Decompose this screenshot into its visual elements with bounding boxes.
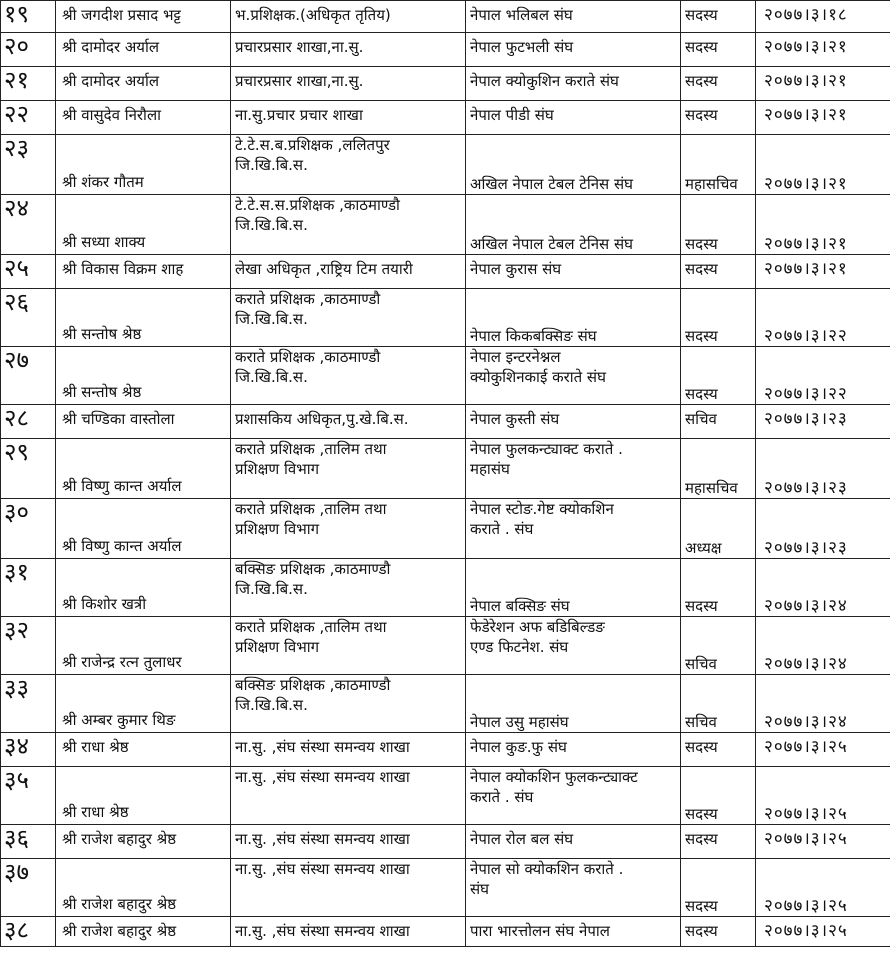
office-cell xyxy=(231,733,466,767)
position-cell xyxy=(681,195,756,255)
organization-line: क्योकुशिनकाई कराते संघ xyxy=(470,368,606,386)
office-line: प्रशिक्षण विभाग xyxy=(235,460,320,478)
organization-line: नेपाल इन्टरनेश्नल xyxy=(470,348,561,366)
table-row xyxy=(1,347,890,405)
date-cell xyxy=(756,825,890,859)
date: २०७७।३।२१ xyxy=(764,234,848,254)
serial-number: २४ xyxy=(4,194,29,222)
member-name: श्री जगदीश प्रसाद भट्ट xyxy=(62,6,181,24)
serial-number: ३६ xyxy=(4,824,29,852)
position-cell xyxy=(681,859,756,917)
office-line: बक्सिङ प्रशिक्षक ,काठमाण्डौ xyxy=(235,676,391,694)
serial-number: २१ xyxy=(4,66,29,94)
position-cell xyxy=(681,289,756,347)
office-line: जि.खि.बि.स. xyxy=(235,156,308,174)
member-name: श्री दामोदर अर्याल xyxy=(62,72,160,90)
organization-cell xyxy=(466,859,681,917)
position: सदस्य xyxy=(685,235,718,253)
office-cell xyxy=(231,405,466,439)
name-cell xyxy=(56,675,231,733)
organization-cell xyxy=(466,439,681,499)
member-name: श्री राजेश बहादुर श्रेष्ठ xyxy=(62,830,177,848)
name-cell xyxy=(56,289,231,347)
organization-line: नेपाल किकबक्सिङ संघ xyxy=(470,327,597,345)
organization-cell xyxy=(466,559,681,617)
members-table-body xyxy=(1,1,890,947)
office-cell xyxy=(231,101,466,135)
date-cell xyxy=(756,559,890,617)
table-row xyxy=(1,733,890,767)
organization-line: महासंघ xyxy=(470,460,510,478)
office-line: कराते प्रशिक्षक ,काठमाण्डौ xyxy=(235,290,381,308)
office-line: कराते प्रशिक्षक ,काठमाण्डौ xyxy=(235,348,381,366)
serial-number: ३२ xyxy=(4,616,29,644)
position-cell xyxy=(681,499,756,559)
serial-number: २५ xyxy=(4,254,29,282)
date-cell xyxy=(756,347,890,405)
serial-number: २२ xyxy=(4,100,29,128)
office-line: प्रचारप्रसार शाखा,ना.सु. xyxy=(235,72,364,90)
office-cell xyxy=(231,617,466,675)
serial-number-cell xyxy=(1,67,56,101)
office-line: ना.सु. ,संघ संस्था समन्वय शाखा xyxy=(235,860,410,878)
organization-cell xyxy=(466,499,681,559)
member-name: श्री राजेन्द्र रत्न तुलाधर xyxy=(62,653,182,671)
position: सचिव xyxy=(685,713,717,731)
date-cell xyxy=(756,1,890,33)
date: २०७७।३।२२ xyxy=(764,326,848,346)
organization-line: कराते . संघ xyxy=(470,788,534,806)
organization-cell xyxy=(466,33,681,67)
date: २०७७।३।२४ xyxy=(764,712,848,732)
organization-line: नेपाल कुस्ती संघ xyxy=(470,410,560,428)
member-name: श्री राजेश बहादुर श्रेष्ठ xyxy=(62,895,177,913)
serial-number-cell xyxy=(1,859,56,917)
position: सदस्य xyxy=(685,738,718,756)
name-cell xyxy=(56,917,231,947)
serial-number-cell xyxy=(1,617,56,675)
position: सचिव xyxy=(685,410,717,428)
position: सचिव xyxy=(685,655,717,673)
organization-line: फेडेरेशन अफ बडिबिल्डङ xyxy=(470,618,605,636)
organization-cell xyxy=(466,255,681,289)
name-cell xyxy=(56,101,231,135)
date: २०७७।३।२३ xyxy=(764,538,848,558)
date-cell xyxy=(756,33,890,67)
date: २०७७।३।२१ xyxy=(764,105,848,125)
position: सदस्य xyxy=(685,597,718,615)
organization-cell xyxy=(466,825,681,859)
member-name: श्री वासुदेव निरौला xyxy=(62,106,161,124)
position: सदस्य xyxy=(685,922,718,940)
table-row xyxy=(1,499,890,559)
office-line: जि.खि.बि.स. xyxy=(235,580,308,598)
serial-number-cell xyxy=(1,733,56,767)
table-row xyxy=(1,617,890,675)
organization-cell xyxy=(466,1,681,33)
position: सदस्य xyxy=(685,897,718,915)
name-cell xyxy=(56,859,231,917)
serial-number-cell xyxy=(1,675,56,733)
organization-cell xyxy=(466,289,681,347)
organization-cell xyxy=(466,195,681,255)
table-row xyxy=(1,559,890,617)
serial-number-cell xyxy=(1,135,56,195)
office-cell xyxy=(231,859,466,917)
table-row xyxy=(1,135,890,195)
table-row xyxy=(1,33,890,67)
date: २०७७।३।२३ xyxy=(764,409,848,429)
serial-number-cell xyxy=(1,767,56,825)
position: सदस्य xyxy=(685,327,718,345)
office-cell xyxy=(231,33,466,67)
table-row xyxy=(1,825,890,859)
serial-number-cell xyxy=(1,289,56,347)
organization-line: नेपाल क्योकुशिन कराते संघ xyxy=(470,72,619,90)
office-line: ना.सु.प्रचार प्रचार शाखा xyxy=(235,106,363,124)
office-cell xyxy=(231,675,466,733)
date-cell xyxy=(756,255,890,289)
name-cell xyxy=(56,347,231,405)
date-cell xyxy=(756,101,890,135)
member-name: श्री सन्तोष श्रेष्ठ xyxy=(62,383,142,401)
organization-line: नेपाल स्टोङ.गेष्ट क्योकशिन xyxy=(470,500,614,518)
serial-number: ३७ xyxy=(4,858,29,886)
member-name: श्री दामोदर अर्याल xyxy=(62,38,160,56)
office-line: जि.खि.बि.स. xyxy=(235,310,308,328)
name-cell xyxy=(56,195,231,255)
organization-line: नेपाल उसु महासंघ xyxy=(470,713,569,731)
office-line: ना.सु. ,संघ संस्था समन्वय शाखा xyxy=(235,922,410,940)
office-line: ना.सु. ,संघ संस्था समन्वय शाखा xyxy=(235,768,410,786)
date-cell xyxy=(756,917,890,947)
serial-number-cell xyxy=(1,1,56,33)
organization-line: नेपाल रोल बल संघ xyxy=(470,830,574,848)
date-cell xyxy=(756,733,890,767)
organization-cell xyxy=(466,733,681,767)
name-cell xyxy=(56,559,231,617)
date-cell xyxy=(756,289,890,347)
date-cell xyxy=(756,195,890,255)
serial-number: ३८ xyxy=(4,916,29,944)
position-cell xyxy=(681,439,756,499)
name-cell xyxy=(56,767,231,825)
date: २०७७।३।२५ xyxy=(764,921,848,941)
name-cell xyxy=(56,405,231,439)
position-cell xyxy=(681,1,756,33)
table-row xyxy=(1,917,890,947)
organization-cell xyxy=(466,405,681,439)
organization-line: नेपाल भलिबल संघ xyxy=(470,6,573,24)
member-name: श्री किशोर खत्री xyxy=(62,595,147,613)
position: सदस्य xyxy=(685,385,718,403)
table-row xyxy=(1,405,890,439)
date: २०७७।३।२१ xyxy=(764,71,848,91)
office-line: ना.सु. ,संघ संस्था समन्वय शाखा xyxy=(235,738,410,756)
serial-number: २६ xyxy=(4,288,29,316)
office-line: टे.टे.स.ब.प्रशिक्षक ,ललितपुर xyxy=(235,136,390,154)
member-name: श्री विष्णु कान्त अर्याल xyxy=(62,537,182,555)
serial-number: ३५ xyxy=(4,766,29,794)
member-name: श्री अम्बर कुमार थिङ xyxy=(62,711,176,729)
member-name: श्री चण्डिका वास्तोला xyxy=(62,410,175,428)
office-cell xyxy=(231,255,466,289)
name-cell xyxy=(56,825,231,859)
organization-line: नेपाल कुरास संघ xyxy=(470,260,562,278)
date: २०७७।३।२५ xyxy=(764,829,848,849)
office-line: बक्सिङ प्रशिक्षक ,काठमाण्डौ xyxy=(235,560,391,578)
serial-number: २३ xyxy=(4,134,29,162)
name-cell xyxy=(56,733,231,767)
date-cell xyxy=(756,67,890,101)
date: २०७७।३।१८ xyxy=(764,5,848,25)
office-line: प्रशिक्षण विभाग xyxy=(235,638,320,656)
office-line: टे.टे.स.स.प्रशिक्षक ,काठमाण्डौ xyxy=(235,196,400,214)
position-cell xyxy=(681,33,756,67)
name-cell xyxy=(56,33,231,67)
office-cell xyxy=(231,559,466,617)
table-row xyxy=(1,859,890,917)
table-row xyxy=(1,439,890,499)
office-cell xyxy=(231,289,466,347)
position: सदस्य xyxy=(685,38,718,56)
name-cell xyxy=(56,67,231,101)
position: सदस्य xyxy=(685,830,718,848)
name-cell xyxy=(56,1,231,33)
office-line: प्रशिक्षण विभाग xyxy=(235,520,320,538)
serial-number: २७ xyxy=(4,346,29,374)
serial-number-cell xyxy=(1,33,56,67)
office-cell xyxy=(231,1,466,33)
office-line: कराते प्रशिक्षक ,तालिम तथा xyxy=(235,440,387,458)
organization-line: नेपाल पीडी संघ xyxy=(470,106,554,124)
date-cell xyxy=(756,499,890,559)
office-cell xyxy=(231,135,466,195)
serial-number-cell xyxy=(1,917,56,947)
date-cell xyxy=(756,859,890,917)
member-name: श्री शंकर गौतम xyxy=(62,173,144,191)
organization-line: कराते . संघ xyxy=(470,520,534,538)
date: २०७७।३।२५ xyxy=(764,896,848,916)
serial-number: ३० xyxy=(4,498,29,526)
position-cell xyxy=(681,767,756,825)
member-name: श्री सध्या शाक्य xyxy=(62,233,146,251)
organization-cell xyxy=(466,767,681,825)
table-row xyxy=(1,101,890,135)
position: महासचिव xyxy=(685,175,738,193)
office-line: लेखा अधिकृत ,राष्ट्रिय टिम तयारी xyxy=(235,260,413,278)
serial-number-cell xyxy=(1,559,56,617)
organization-line: पारा भारत्तोलन संघ नेपाल xyxy=(470,922,610,940)
organization-line: नेपाल कुङ.फु संघ xyxy=(470,738,567,756)
serial-number: २९ xyxy=(4,438,29,466)
serial-number-cell xyxy=(1,499,56,559)
position-cell xyxy=(681,255,756,289)
name-cell xyxy=(56,617,231,675)
position: सदस्य xyxy=(685,106,718,124)
position: सदस्य xyxy=(685,72,718,90)
serial-number: २० xyxy=(4,32,29,60)
office-cell xyxy=(231,917,466,947)
serial-number: २८ xyxy=(4,404,29,432)
date: २०७७।३।२२ xyxy=(764,384,848,404)
office-line: जि.खि.बि.स. xyxy=(235,216,308,234)
organization-cell xyxy=(466,135,681,195)
office-line: कराते प्रशिक्षक ,तालिम तथा xyxy=(235,618,387,636)
office-line: ना.सु. ,संघ संस्था समन्वय शाखा xyxy=(235,830,410,848)
date-cell xyxy=(756,135,890,195)
serial-number-cell xyxy=(1,255,56,289)
date: २०७७।३।२१ xyxy=(764,174,848,194)
member-name: श्री सन्तोष श्रेष्ठ xyxy=(62,325,142,343)
date-cell xyxy=(756,405,890,439)
organization-line: नेपाल फुटभली संघ xyxy=(470,38,574,56)
serial-number: १९ xyxy=(4,0,29,28)
serial-number-cell xyxy=(1,405,56,439)
position: महासचिव xyxy=(685,479,738,497)
position: सदस्य xyxy=(685,6,718,24)
office-line: जि.खि.बि.स. xyxy=(235,368,308,386)
serial-number-cell xyxy=(1,347,56,405)
member-name: श्री राधा श्रेष्ठ xyxy=(62,803,129,821)
organization-cell xyxy=(466,617,681,675)
table-row xyxy=(1,289,890,347)
name-cell xyxy=(56,135,231,195)
position-cell xyxy=(681,733,756,767)
position-cell xyxy=(681,825,756,859)
table-row xyxy=(1,675,890,733)
position-cell xyxy=(681,347,756,405)
position-cell xyxy=(681,617,756,675)
office-line: प्रचारप्रसार शाखा,ना.सु. xyxy=(235,38,364,56)
serial-number: ३१ xyxy=(4,558,29,586)
member-name: श्री राजेश बहादुर श्रेष्ठ xyxy=(62,922,177,940)
organization-cell xyxy=(466,67,681,101)
organization-line: एण्ड फिटनेश. संघ xyxy=(470,638,569,656)
name-cell xyxy=(56,255,231,289)
table-row xyxy=(1,1,890,33)
organization-line: अखिल नेपाल टेबल टेनिस संघ xyxy=(470,235,633,253)
office-line: कराते प्रशिक्षक ,तालिम तथा xyxy=(235,500,387,518)
position: अध्यक्ष xyxy=(685,539,722,557)
organization-cell xyxy=(466,347,681,405)
organization-line: अखिल नेपाल टेबल टेनिस संघ xyxy=(470,175,633,193)
office-cell xyxy=(231,439,466,499)
date-cell xyxy=(756,439,890,499)
date: २०७७।३।२५ xyxy=(764,737,848,757)
position-cell xyxy=(681,917,756,947)
organization-line: नेपाल फुलकन्ट्याक्ट कराते . xyxy=(470,440,623,458)
office-line: जि.खि.बि.स. xyxy=(235,696,308,714)
date-cell xyxy=(756,617,890,675)
office-cell xyxy=(231,195,466,255)
serial-number: ३४ xyxy=(4,732,29,760)
table-row xyxy=(1,195,890,255)
office-line: प्रशासकिय अधिकृत,पु.खे.बि.स. xyxy=(235,410,409,428)
date: २०७७।३।२१ xyxy=(764,259,848,279)
organization-line: नेपाल बक्सिङ संघ xyxy=(470,597,570,615)
position: सदस्य xyxy=(685,805,718,823)
date: २०७७।३।२३ xyxy=(764,478,848,498)
serial-number-cell xyxy=(1,439,56,499)
serial-number-cell xyxy=(1,825,56,859)
table-row xyxy=(1,767,890,825)
organization-line: नेपाल क्योकशिन फुलकन्ट्याक्ट xyxy=(470,768,638,786)
name-cell xyxy=(56,499,231,559)
position-cell xyxy=(681,405,756,439)
office-cell xyxy=(231,67,466,101)
name-cell xyxy=(56,439,231,499)
position: सदस्य xyxy=(685,260,718,278)
date-cell xyxy=(756,767,890,825)
organization-line: संघ xyxy=(470,880,490,898)
serial-number-cell xyxy=(1,195,56,255)
organization-line: नेपाल सो क्योकशिन कराते . xyxy=(470,860,624,878)
office-cell xyxy=(231,347,466,405)
organization-cell xyxy=(466,101,681,135)
position-cell xyxy=(681,675,756,733)
date: २०७७।३।२४ xyxy=(764,596,848,616)
serial-number-cell xyxy=(1,101,56,135)
organization-cell xyxy=(466,917,681,947)
office-line: भ.प्रशिक्षक.(अधिकृत तृतिय) xyxy=(235,6,391,24)
member-name: श्री राधा श्रेष्ठ xyxy=(62,738,129,756)
organization-cell xyxy=(466,675,681,733)
position-cell xyxy=(681,101,756,135)
position-cell xyxy=(681,67,756,101)
date: २०७७।३।२१ xyxy=(764,37,848,57)
office-cell xyxy=(231,499,466,559)
position-cell xyxy=(681,135,756,195)
office-cell xyxy=(231,767,466,825)
position-cell xyxy=(681,559,756,617)
member-name: श्री विकास विक्रम शाह xyxy=(62,260,184,278)
date-cell xyxy=(756,675,890,733)
date: २०७७।३।२४ xyxy=(764,654,848,674)
serial-number: ३३ xyxy=(4,674,29,702)
office-cell xyxy=(231,825,466,859)
date: २०७७।३।२५ xyxy=(764,804,848,824)
table-row xyxy=(1,67,890,101)
member-name: श्री विष्णु कान्त अर्याल xyxy=(62,477,182,495)
table-row xyxy=(1,255,890,289)
